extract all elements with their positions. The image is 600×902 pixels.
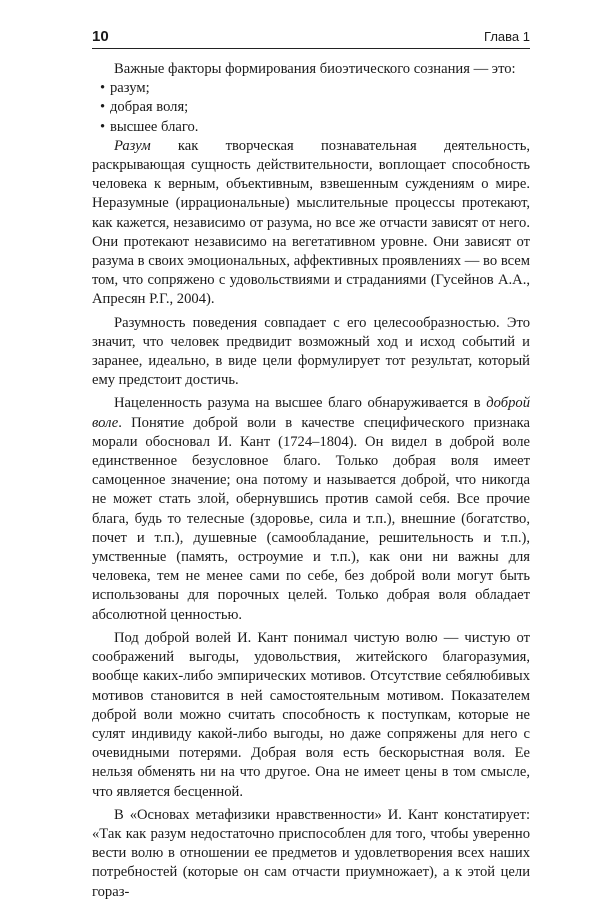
- bullet-icon: •: [100, 118, 106, 135]
- chapter-title: Глава 1: [484, 29, 530, 44]
- bullet-icon: •: [100, 80, 106, 97]
- page-number: 10: [92, 28, 109, 45]
- term-good-will: доброй воле: [92, 395, 530, 431]
- paragraph-expediency: Разумность поведения совпадает с его целесообразностью. Это значит, что человек предвидит возможный ход и исход событий и заранее, идеально, в виде цели формулирует тот результат, который ему предстоит достичь.: [92, 314, 530, 389]
- page-body: [92, 60, 530, 902]
- factors-list: [92, 79, 530, 137]
- bullet-icon: •: [100, 99, 106, 116]
- list-item: • разум;: [92, 79, 530, 98]
- paragraph-good-will: Нацеленность разума на высшее благо обнаруживается в доброй воле. Понятие доброй воли в качестве специфического признака морали обосновал И. Кант (1724–1804). Он видел в доброй воле единственное безусловное благо. Только добрая воля имеет самоценное значение; она потому и называется доброй, что никогда не может стать злой, обернувшись против самой себя. Все прочие блага, будь то телесные (здоровье, сила и т.п.), внешние (богатство, почет и т.п.), душевные (самообладание, решительность и т.п.), умственные (память, остроумие и т.п.), как они ни важны для человека, тем не менее сами по себе, без доброй воли могут быть использованы для порочных целей. Только добрая воля обладает абсолютной ценностью.: [92, 395, 530, 623]
- paragraph-kant-quote: В «Основах метафизики нравственности» И. Кант констатирует: «Так как разум недостаточно приспособлен для того, чтобы уверенно вести волю в отношении ее предметов и удовлетворения всех наших потребностей (которые он сам отчасти приумножает), а к этой цели гораз-: [92, 806, 530, 900]
- list-item: • высшее благо.: [92, 118, 530, 137]
- intro-paragraph: Важные факторы формирования биоэтического сознания — это:: [114, 61, 516, 77]
- paragraph-pure-will: Под доброй волей И. Кант понимал чистую волю — чистую от соображений выгоды, удовольствия, житейского благоразумия, вообще каких-либо эмпирических мотивов. Отсутствие себялюбивых мотивов становится в ней самостоятельным мотивом. Показателем доброй воли можно считать способность к поступкам, которые не сулят индивиду какой-либо выгоды, но даже сопряжены для него с очевидными потерями. Добрая воля есть бескорыстная воля. Ее нельзя обменять ни на что другое. Она не имеет цены в том смысле, что является бесценной.: [92, 629, 530, 800]
- paragraph-reason: Разум как творческая познавательная деятельность, раскрывающая сущность действительности, воплощает способность человека к верным, объективным, взвешенным суждениям о мире. Неразумные (иррациональные) мыслительные процессы протекают, как кажется, независимо от разума, но все же отчасти зависят от него. Они протекают независимо на вегетативном уровне. Они зависят от разума в своих эмоциональных, аффективных проявлениях — во всем том, что сопряжено с удовольствиями и страданиями (Гусейнов А.А., Апресян Р.Г., 2004).: [92, 137, 530, 308]
- list-item: • добрая воля;: [92, 98, 530, 117]
- page-header: [92, 24, 530, 49]
- term-reason: Разум: [114, 137, 151, 154]
